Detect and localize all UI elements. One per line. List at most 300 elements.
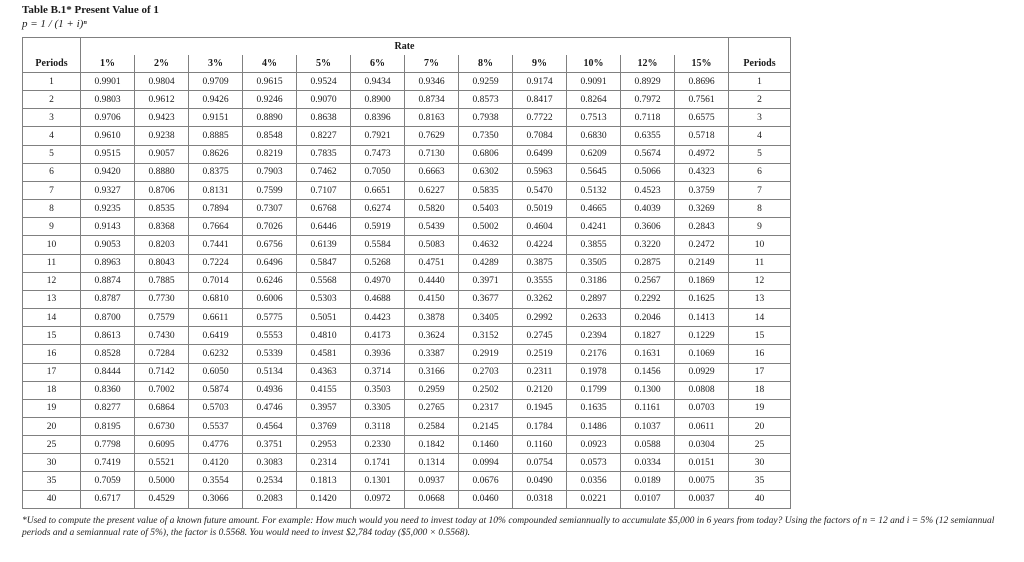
rate-column-header: 5%: [297, 55, 351, 73]
factor-cell: 0.4039: [621, 200, 675, 218]
factor-cell: 0.3305: [351, 399, 405, 417]
period-cell-right: 15: [729, 327, 791, 345]
factor-cell: 0.7730: [135, 290, 189, 308]
period-cell: 1: [23, 73, 81, 91]
factor-cell: 0.1314: [405, 454, 459, 472]
factor-cell: 0.3714: [351, 363, 405, 381]
factor-cell: 0.3503: [351, 381, 405, 399]
factor-cell: 0.7130: [405, 145, 459, 163]
factor-cell: 0.6830: [567, 127, 621, 145]
period-cell-right: 30: [729, 454, 791, 472]
factor-cell: 0.2176: [567, 345, 621, 363]
factor-cell: 0.2519: [513, 345, 567, 363]
factor-cell: 0.5470: [513, 181, 567, 199]
factor-cell: 0.6095: [135, 436, 189, 454]
factor-cell: 0.5874: [189, 381, 243, 399]
factor-cell: 0.7050: [351, 163, 405, 181]
table-row: [23, 127, 791, 145]
factor-cell: 0.4150: [405, 290, 459, 308]
factor-cell: 0.3118: [351, 417, 405, 435]
period-cell: 18: [23, 381, 81, 399]
present-value-table: [22, 37, 791, 509]
factor-cell: 0.5703: [189, 399, 243, 417]
factor-cell: 0.2502: [459, 381, 513, 399]
factor-cell: 0.8396: [351, 109, 405, 127]
factor-cell: 0.2145: [459, 417, 513, 435]
table-row: [23, 436, 791, 454]
factor-cell: 0.0994: [459, 454, 513, 472]
factor-cell: 0.2330: [351, 436, 405, 454]
factor-cell: 0.3606: [621, 218, 675, 236]
table-row: [23, 327, 791, 345]
table-row: [23, 363, 791, 381]
factor-cell: 0.8929: [621, 73, 675, 91]
factor-cell: 0.0972: [351, 490, 405, 508]
factor-cell: 0.8264: [567, 91, 621, 109]
period-cell-right: 9: [729, 218, 791, 236]
factor-cell: 0.2314: [297, 454, 351, 472]
factor-cell: 0.5439: [405, 218, 459, 236]
table-row: [23, 381, 791, 399]
table-row: [23, 109, 791, 127]
factor-cell: 0.9151: [189, 109, 243, 127]
factor-cell: 0.1301: [351, 472, 405, 490]
table-row: [23, 145, 791, 163]
factor-cell: 0.5820: [405, 200, 459, 218]
factor-cell: 0.9174: [513, 73, 567, 91]
factor-cell: 0.5775: [243, 309, 297, 327]
factor-cell: 0.8700: [81, 309, 135, 327]
factor-cell: 0.7142: [135, 363, 189, 381]
factor-cell: 0.0588: [621, 436, 675, 454]
factor-cell: 0.5051: [297, 309, 351, 327]
factor-cell: 0.8963: [81, 254, 135, 272]
footnote: *Used to compute the present value of a known future amount. For example: How much would you need to invest today at 10% compounded semiannually to accumulate $5,000 in 6 years from today? Using the factors of n = 12 and i = 5% (12 semiannual periods and a semiannual rate of 5%), the factor is 0.5568. You would need to invest $2,784 today ($5,000 × 0.5568).: [22, 516, 995, 538]
factor-cell: 0.8444: [81, 363, 135, 381]
factor-cell: 0.0611: [675, 417, 729, 435]
period-cell: 20: [23, 417, 81, 435]
period-cell-right: 40: [729, 490, 791, 508]
factor-cell: 0.9709: [189, 73, 243, 91]
factor-cell: 0.3555: [513, 272, 567, 290]
period-cell: 19: [23, 399, 81, 417]
factor-cell: 0.9053: [81, 236, 135, 254]
period-cell-right: 20: [729, 417, 791, 435]
factor-cell: 0.1827: [621, 327, 675, 345]
factor-cell: 0.3971: [459, 272, 513, 290]
factor-cell: 0.1978: [567, 363, 621, 381]
period-cell: 35: [23, 472, 81, 490]
factor-cell: 0.7835: [297, 145, 351, 163]
factor-cell: 0.3957: [297, 399, 351, 417]
factor-cell: 0.0668: [405, 490, 459, 508]
factor-cell: 0.0937: [405, 472, 459, 490]
factor-cell: 0.2120: [513, 381, 567, 399]
factor-cell: 0.3186: [567, 272, 621, 290]
factor-cell: 0.7894: [189, 200, 243, 218]
factor-cell: 0.8548: [243, 127, 297, 145]
factor-cell: 0.7921: [351, 127, 405, 145]
table-row: [23, 417, 791, 435]
factor-cell: 0.7224: [189, 254, 243, 272]
period-cell-right: 10: [729, 236, 791, 254]
factor-cell: 0.6355: [621, 127, 675, 145]
factor-cell: 0.6756: [243, 236, 297, 254]
factor-cell: 0.8890: [243, 109, 297, 127]
factor-cell: 0.9091: [567, 73, 621, 91]
factor-cell: 0.0334: [621, 454, 675, 472]
factor-cell: 0.6006: [243, 290, 297, 308]
factor-cell: 0.5268: [351, 254, 405, 272]
factor-cell: 0.9420: [81, 163, 135, 181]
factor-cell: 0.2534: [243, 472, 297, 490]
factor-cell: 0.4936: [243, 381, 297, 399]
table-row: [23, 236, 791, 254]
factor-cell: 0.4289: [459, 254, 513, 272]
factor-cell: 0.7107: [297, 181, 351, 199]
factor-cell: 0.0356: [567, 472, 621, 490]
factor-cell: 0.6575: [675, 109, 729, 127]
factor-cell: 0.7972: [621, 91, 675, 109]
factor-cell: 0.6496: [243, 254, 297, 272]
factor-cell: 0.1784: [513, 417, 567, 435]
factor-cell: 0.0460: [459, 490, 513, 508]
period-cell: 15: [23, 327, 81, 345]
factor-cell: 0.7014: [189, 272, 243, 290]
factor-cell: 0.6864: [135, 399, 189, 417]
factor-cell: 0.8227: [297, 127, 351, 145]
factor-cell: 0.6050: [189, 363, 243, 381]
period-cell: 16: [23, 345, 81, 363]
factor-cell: 0.0221: [567, 490, 621, 508]
factor-cell: 0.4173: [351, 327, 405, 345]
period-cell: 10: [23, 236, 81, 254]
factor-cell: 0.2897: [567, 290, 621, 308]
period-cell-right: 4: [729, 127, 791, 145]
factor-cell: 0.6246: [243, 272, 297, 290]
factor-cell: 0.8734: [405, 91, 459, 109]
factor-cell: 0.5066: [621, 163, 675, 181]
period-cell: 17: [23, 363, 81, 381]
factor-cell: 0.2311: [513, 363, 567, 381]
factor-cell: 0.9610: [81, 127, 135, 145]
factor-cell: 0.3166: [405, 363, 459, 381]
factor-cell: 0.7118: [621, 109, 675, 127]
formula: p = 1 / (1 + i)ⁿ: [22, 18, 87, 30]
factor-cell: 0.6302: [459, 163, 513, 181]
periods-header-right: Periods: [729, 55, 791, 73]
factor-cell: 0.0151: [675, 454, 729, 472]
factor-cell: 0.9803: [81, 91, 135, 109]
factor-cell: 0.8535: [135, 200, 189, 218]
factor-cell: 0.0304: [675, 436, 729, 454]
factor-cell: 0.0490: [513, 472, 567, 490]
factor-cell: 0.9259: [459, 73, 513, 91]
period-cell: 8: [23, 200, 81, 218]
factor-cell: 0.4972: [675, 145, 729, 163]
factor-cell: 0.2992: [513, 309, 567, 327]
factor-cell: 0.8195: [81, 417, 135, 435]
table-row: [23, 272, 791, 290]
factor-cell: 0.9901: [81, 73, 135, 91]
factor-cell: 0.0808: [675, 381, 729, 399]
factor-cell: 0.4529: [135, 490, 189, 508]
factor-cell: 0.4241: [567, 218, 621, 236]
factor-cell: 0.8277: [81, 399, 135, 417]
factor-cell: 0.8528: [81, 345, 135, 363]
factor-cell: 0.0107: [621, 490, 675, 508]
factor-cell: 0.9434: [351, 73, 405, 91]
factor-cell: 0.0703: [675, 399, 729, 417]
factor-cell: 0.0318: [513, 490, 567, 508]
factor-cell: 0.8219: [243, 145, 297, 163]
factor-cell: 0.8360: [81, 381, 135, 399]
factor-cell: 0.6717: [81, 490, 135, 508]
factor-cell: 0.5568: [297, 272, 351, 290]
factor-cell: 0.5132: [567, 181, 621, 199]
factor-cell: 0.7579: [135, 309, 189, 327]
factor-cell: 0.5847: [297, 254, 351, 272]
factor-cell: 0.6611: [189, 309, 243, 327]
factor-cell: 0.8043: [135, 254, 189, 272]
rate-column-header: 6%: [351, 55, 405, 73]
period-cell: 40: [23, 490, 81, 508]
factor-cell: 0.4810: [297, 327, 351, 345]
table-title: Table B.1* Present Value of 1: [22, 4, 159, 16]
factor-cell: 0.1413: [675, 309, 729, 327]
factor-cell: 0.7350: [459, 127, 513, 145]
factor-cell: 0.9524: [297, 73, 351, 91]
factor-cell: 0.1842: [405, 436, 459, 454]
factor-cell: 0.1300: [621, 381, 675, 399]
factor-cell: 0.7938: [459, 109, 513, 127]
period-cell-right: 25: [729, 436, 791, 454]
factor-cell: 0.4224: [513, 236, 567, 254]
header-blank-right: [729, 38, 791, 55]
factor-cell: 0.6209: [567, 145, 621, 163]
factor-cell: 0.5339: [243, 345, 297, 363]
table-row: [23, 218, 791, 236]
period-cell: 6: [23, 163, 81, 181]
factor-cell: 0.9235: [81, 200, 135, 218]
factor-cell: 0.9615: [243, 73, 297, 91]
factor-cell: 0.2745: [513, 327, 567, 345]
factor-cell: 0.9612: [135, 91, 189, 109]
factor-cell: 0.4323: [675, 163, 729, 181]
factor-cell: 0.2317: [459, 399, 513, 417]
rate-column-header: 10%: [567, 55, 621, 73]
factor-cell: 0.7629: [405, 127, 459, 145]
factor-cell: 0.3759: [675, 181, 729, 199]
period-cell-right: 3: [729, 109, 791, 127]
period-cell-right: 8: [729, 200, 791, 218]
factor-cell: 0.4665: [567, 200, 621, 218]
period-cell: 12: [23, 272, 81, 290]
rate-column-header: 15%: [675, 55, 729, 73]
factor-cell: 0.9143: [81, 218, 135, 236]
factor-cell: 0.5002: [459, 218, 513, 236]
factor-cell: 0.6663: [405, 163, 459, 181]
period-cell-right: 16: [729, 345, 791, 363]
factor-cell: 0.2765: [405, 399, 459, 417]
rate-column-header: 8%: [459, 55, 513, 73]
factor-cell: 0.0929: [675, 363, 729, 381]
factor-cell: 0.4423: [351, 309, 405, 327]
table-row: [23, 254, 791, 272]
table-row: [23, 290, 791, 308]
factor-cell: 0.7664: [189, 218, 243, 236]
factor-cell: 0.8573: [459, 91, 513, 109]
factor-cell: 0.4120: [189, 454, 243, 472]
table-row: [23, 181, 791, 199]
factor-cell: 0.2703: [459, 363, 513, 381]
period-cell-right: 1: [729, 73, 791, 91]
factor-cell: 0.8417: [513, 91, 567, 109]
factor-cell: 0.4688: [351, 290, 405, 308]
factor-cell: 0.7284: [135, 345, 189, 363]
factor-cell: 0.8375: [189, 163, 243, 181]
factor-cell: 0.5303: [297, 290, 351, 308]
factor-cell: 0.1799: [567, 381, 621, 399]
period-cell-right: 19: [729, 399, 791, 417]
factor-cell: 0.0676: [459, 472, 513, 490]
factor-cell: 0.8638: [297, 109, 351, 127]
factor-cell: 0.6730: [135, 417, 189, 435]
period-cell: 3: [23, 109, 81, 127]
table-row: [23, 73, 791, 91]
factor-cell: 0.2584: [405, 417, 459, 435]
rate-column-header: 4%: [243, 55, 297, 73]
period-cell: 11: [23, 254, 81, 272]
factor-cell: 0.6274: [351, 200, 405, 218]
factor-cell: 0.6651: [351, 181, 405, 199]
factor-cell: 0.1161: [621, 399, 675, 417]
factor-cell: 0.7307: [243, 200, 297, 218]
period-cell-right: 2: [729, 91, 791, 109]
period-cell: 5: [23, 145, 81, 163]
factor-cell: 0.5963: [513, 163, 567, 181]
factor-cell: 0.2083: [243, 490, 297, 508]
factor-cell: 0.9238: [135, 127, 189, 145]
period-cell-right: 18: [729, 381, 791, 399]
factor-cell: 0.7513: [567, 109, 621, 127]
factor-cell: 0.7419: [81, 454, 135, 472]
factor-cell: 0.8696: [675, 73, 729, 91]
factor-cell: 0.4746: [243, 399, 297, 417]
factor-cell: 0.1229: [675, 327, 729, 345]
factor-cell: 0.7903: [243, 163, 297, 181]
factor-cell: 0.7473: [351, 145, 405, 163]
factor-cell: 0.6227: [405, 181, 459, 199]
period-cell: 7: [23, 181, 81, 199]
factor-cell: 0.5645: [567, 163, 621, 181]
factor-cell: 0.3554: [189, 472, 243, 490]
factor-cell: 0.3769: [297, 417, 351, 435]
period-cell-right: 11: [729, 254, 791, 272]
factor-cell: 0.0923: [567, 436, 621, 454]
rate-column-header: 1%: [81, 55, 135, 73]
factor-cell: 0.1741: [351, 454, 405, 472]
period-cell: 2: [23, 91, 81, 109]
table-row: [23, 91, 791, 109]
factor-cell: 0.6806: [459, 145, 513, 163]
factor-cell: 0.5019: [513, 200, 567, 218]
factor-cell: 0.6419: [189, 327, 243, 345]
factor-cell: 0.9515: [81, 145, 135, 163]
factor-cell: 0.6768: [297, 200, 351, 218]
factor-cell: 0.8706: [135, 181, 189, 199]
factor-cell: 0.6446: [297, 218, 351, 236]
factor-cell: 0.6232: [189, 345, 243, 363]
factor-cell: 0.2843: [675, 218, 729, 236]
factor-cell: 0.9706: [81, 109, 135, 127]
factor-cell: 0.1631: [621, 345, 675, 363]
factor-cell: 0.5403: [459, 200, 513, 218]
factor-cell: 0.0754: [513, 454, 567, 472]
factor-cell: 0.3220: [621, 236, 675, 254]
factor-cell: 0.4581: [297, 345, 351, 363]
factor-cell: 0.1456: [621, 363, 675, 381]
rate-column-header: 7%: [405, 55, 459, 73]
factor-cell: 0.4776: [189, 436, 243, 454]
factor-cell: 0.3878: [405, 309, 459, 327]
rate-column-header: 3%: [189, 55, 243, 73]
factor-cell: 0.3505: [567, 254, 621, 272]
factor-cell: 0.9346: [405, 73, 459, 91]
factor-cell: 0.9426: [189, 91, 243, 109]
factor-cell: 0.2919: [459, 345, 513, 363]
factor-cell: 0.1460: [459, 436, 513, 454]
factor-cell: 0.3152: [459, 327, 513, 345]
period-cell: 9: [23, 218, 81, 236]
factor-cell: 0.5083: [405, 236, 459, 254]
table-row: [23, 345, 791, 363]
factor-cell: 0.2394: [567, 327, 621, 345]
factor-cell: 0.1160: [513, 436, 567, 454]
factor-cell: 0.8787: [81, 290, 135, 308]
factor-cell: 0.7430: [135, 327, 189, 345]
factor-cell: 0.1069: [675, 345, 729, 363]
period-cell-right: 14: [729, 309, 791, 327]
factor-cell: 0.6499: [513, 145, 567, 163]
factor-cell: 0.2472: [675, 236, 729, 254]
factor-cell: 0.8131: [189, 181, 243, 199]
factor-cell: 0.1486: [567, 417, 621, 435]
period-cell: 4: [23, 127, 81, 145]
period-cell-right: 13: [729, 290, 791, 308]
period-cell-right: 6: [729, 163, 791, 181]
factor-cell: 0.4751: [405, 254, 459, 272]
factor-cell: 0.4604: [513, 218, 567, 236]
table-row: [23, 454, 791, 472]
table-row: [23, 399, 791, 417]
factor-cell: 0.2633: [567, 309, 621, 327]
factor-cell: 0.2292: [621, 290, 675, 308]
factor-cell: 0.8163: [405, 109, 459, 127]
factor-cell: 0.1420: [297, 490, 351, 508]
factor-cell: 0.3936: [351, 345, 405, 363]
table-row: [23, 309, 791, 327]
factor-cell: 0.3269: [675, 200, 729, 218]
factor-cell: 0.0075: [675, 472, 729, 490]
factor-cell: 0.4523: [621, 181, 675, 199]
factor-cell: 0.5537: [189, 417, 243, 435]
factor-cell: 0.9423: [135, 109, 189, 127]
factor-cell: 0.3624: [405, 327, 459, 345]
factor-cell: 0.7561: [675, 91, 729, 109]
factor-cell: 0.2046: [621, 309, 675, 327]
period-cell: 30: [23, 454, 81, 472]
